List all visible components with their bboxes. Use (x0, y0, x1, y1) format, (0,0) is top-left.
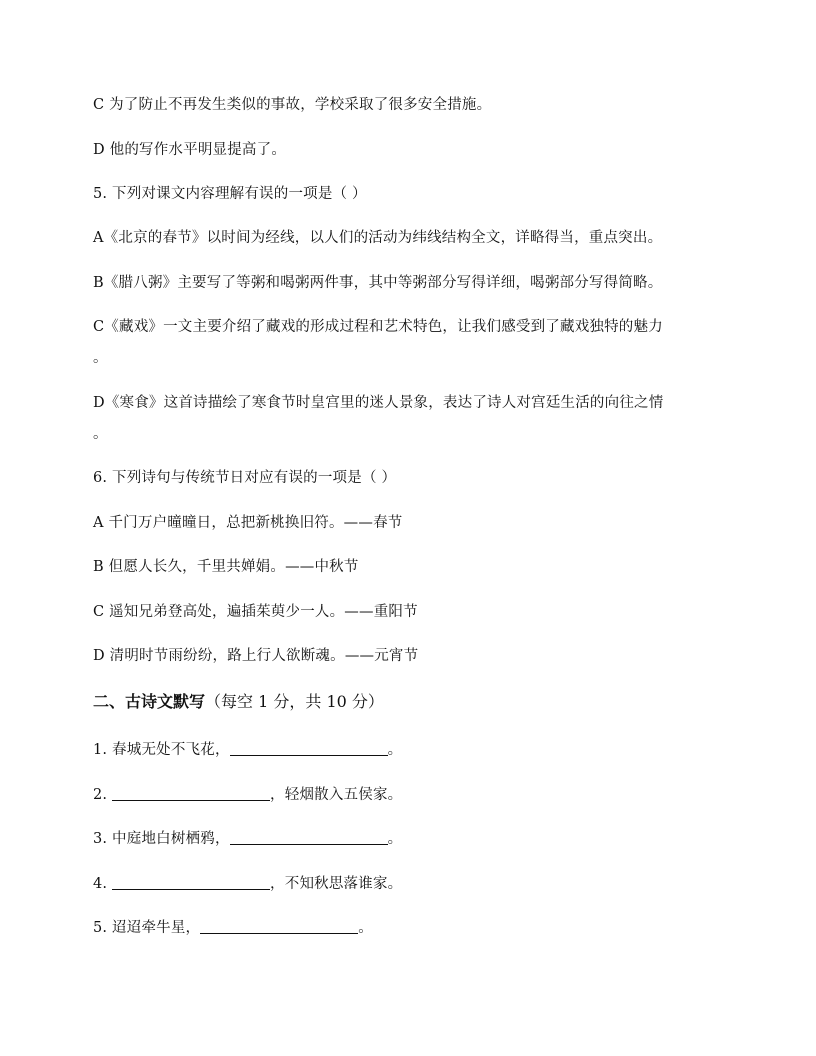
dictation-item-3 (93, 830, 402, 848)
dictation-item-2 (93, 786, 402, 804)
dictation-item-prefix: 2. (93, 787, 113, 803)
answer-blank[interactable] (112, 875, 270, 890)
dictation-item-suffix: ，不知秋思落谁家。 (270, 876, 403, 892)
answer-blank[interactable] (230, 741, 388, 756)
section-2-heading (93, 692, 384, 712)
dictation-item-5 (93, 919, 373, 937)
question-6-stem: 6. 下列诗句与传统节日对应有误的一项是（ ） (93, 470, 397, 486)
dictation-item-prefix: 1. 春城无处不飞花， (93, 742, 230, 758)
question-5-option-c: C《藏戏》一文主要介绍了藏戏的形成过程和艺术特色，让我们感受到了藏戏独特的魅力 (93, 319, 663, 335)
dictation-item-suffix: ，轻烟散入五侯家。 (270, 787, 403, 803)
dictation-item-suffix: 。 (387, 831, 403, 847)
answer-blank[interactable] (200, 919, 358, 934)
answer-blank[interactable] (112, 786, 270, 801)
dictation-item-prefix: 5. 迢迢牵牛星， (93, 920, 201, 936)
option-d-sentence: D 他的写作水平明显提高了。 (93, 142, 287, 158)
dictation-item-suffix: 。 (387, 742, 403, 758)
question-5-option-d: D《寒食》这首诗描绘了寒食节时皇宫里的迷人景象，表达了诗人对宫廷生活的向往之情 (93, 395, 664, 411)
section-2-score-note: （每空 1 分，共 10 分） (205, 692, 384, 711)
answer-blank[interactable] (230, 830, 388, 845)
question-5-option-d-continuation: 。 (93, 426, 108, 442)
option-c-sentence: C 为了防止不再发生类似的事故，学校采取了很多安全措施。 (93, 97, 492, 113)
question-5-option-b: B《腊八粥》主要写了等粥和喝粥两件事，其中等粥部分写得详细，喝粥部分写得简略。 (93, 275, 663, 291)
dictation-item-4 (93, 875, 402, 893)
question-5-option-c-continuation: 。 (93, 350, 108, 366)
section-2-title: 二、古诗文默写 (93, 692, 206, 711)
question-6-option-d: D 清明时节雨纷纷，路上行人欲断魂。——元宵节 (93, 648, 419, 664)
dictation-item-1 (93, 741, 402, 759)
question-5-stem: 5. 下列对课文内容理解有误的一项是（ ） (93, 186, 367, 202)
dictation-item-suffix: 。 (358, 920, 373, 936)
question-5-option-a: A《北京的春节》以时间为经线，以人们的活动为纬线结构全文，详略得当，重点突出。 (93, 230, 663, 246)
question-6-option-a: A 千门万户曈曈日，总把新桃换旧符。——春节 (93, 515, 403, 531)
dictation-item-prefix: 4. (93, 876, 113, 892)
dictation-item-prefix: 3. 中庭地白树栖鸦， (93, 831, 230, 847)
question-6-option-b: B 但愿人长久，千里共婵娟。——中秋节 (93, 559, 359, 575)
question-6-option-c: C 遥知兄弟登高处，遍插茱萸少一人。——重阳节 (93, 604, 418, 620)
